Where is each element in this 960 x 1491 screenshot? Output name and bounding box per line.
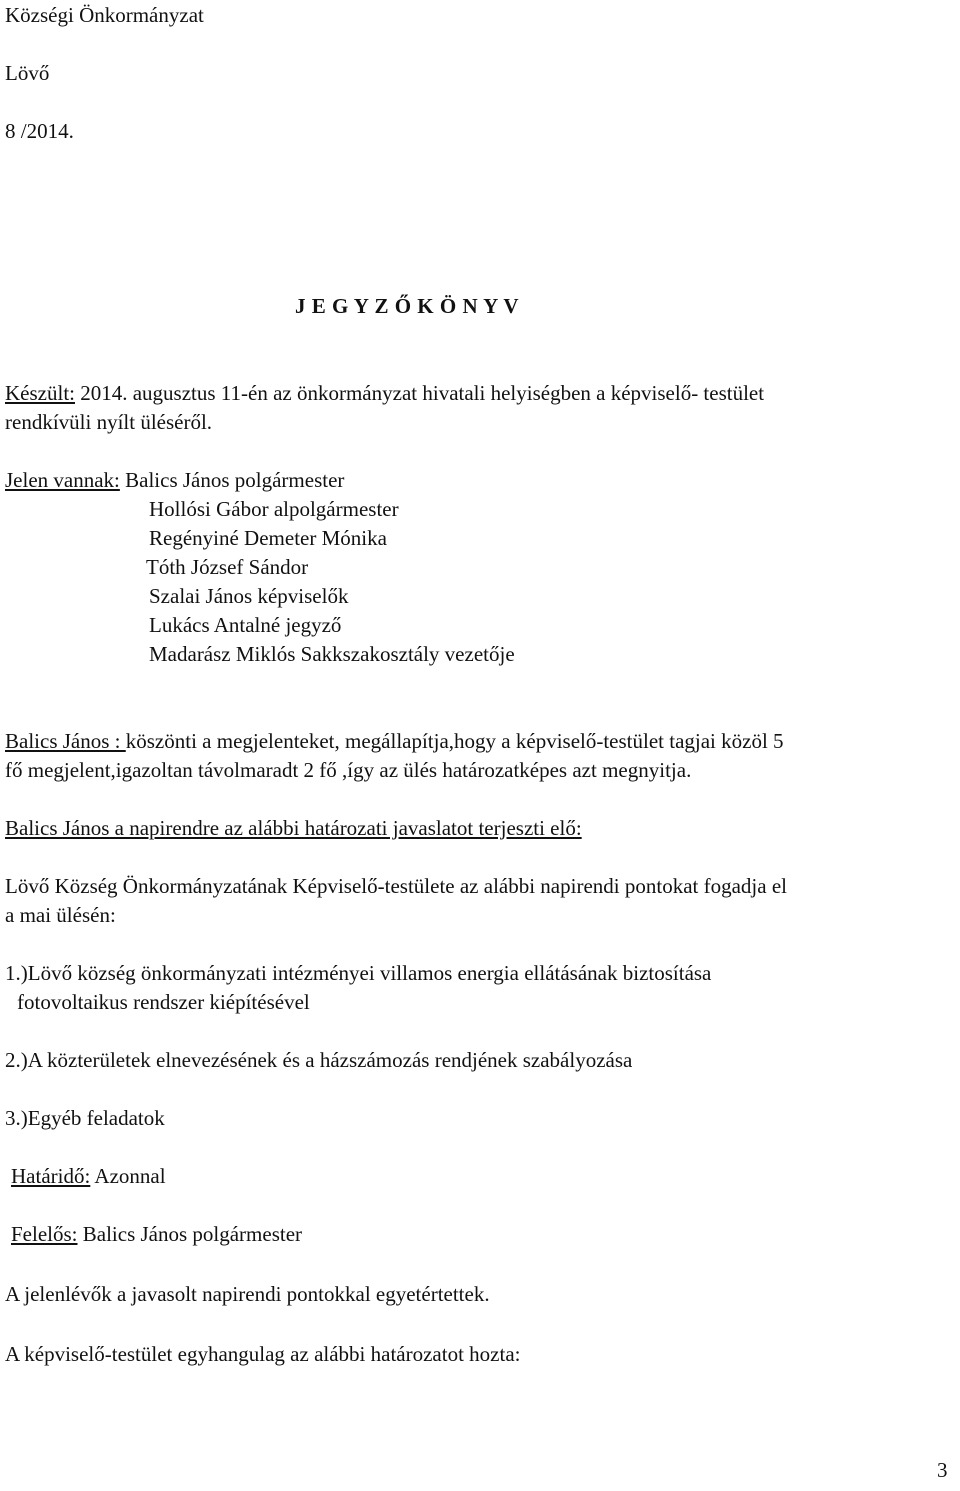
opening-text: köszönti a megjelenteket, megállapítja,hogy a képviselő-testület tagjai közöl 5 — [125, 729, 784, 753]
prepared-label: Készült: — [5, 381, 75, 405]
agreement-text: A jelenlévők a javasolt napirendi pontokkal egyetértettek. — [5, 1282, 490, 1306]
deadline-value: Azonnal — [90, 1164, 166, 1188]
place-name: Lövő — [5, 61, 50, 85]
authority-name: Községi Önkormányzat — [5, 3, 204, 27]
responsible-label: Felelős: — [11, 1222, 78, 1246]
opening-line-2: fő megjelent,igazoltan távolmaradt 2 fő ,így az ülés határozatképes azt megnyitja. — [5, 758, 692, 782]
present-member: Hollósi Gábor alpolgármester — [149, 497, 399, 521]
agenda-item-2: 2.)A közterületek elnevezésének és a házszámozás rendjének szabályozása — [5, 1048, 633, 1072]
resolution-line-2: a mai ülésén: — [5, 903, 116, 927]
present-first-line — [5, 466, 344, 495]
present-member: Lukács Antalné jegyző — [149, 613, 342, 637]
present-member: Szalai János képviselők — [149, 584, 349, 608]
reference-number: 8 /2014. — [5, 119, 74, 143]
agenda-item-3: 3.)Egyéb feladatok — [5, 1106, 165, 1130]
present-first: Balics János polgármester — [119, 468, 345, 492]
responsible-value: Balics János polgármester — [77, 1222, 303, 1246]
present-member: Madarász Miklós Sakkszakosztály vezetője — [149, 642, 515, 666]
prepared-text: 2014. augusztus 11-én az önkormányzat hivatali helyiségben a képviselő- testület — [74, 381, 765, 405]
decision-intro: A képviselő-testület egyhangulag az alábbi határozatot hozta: — [5, 1342, 521, 1366]
deadline-label: Határidő: — [11, 1164, 91, 1188]
document-title: J E G Y Z Ő K Ö N Y V — [295, 294, 520, 318]
agenda-item-1: 1.)Lövő község önkormányzati intézményei villamos energia ellátásának biztosítása — [5, 961, 712, 985]
agenda-item-1-continuation: fotovoltaikus rendszer kiépítésével — [17, 990, 310, 1014]
proposal-intro: Balics János a napirendre az alábbi határozati javaslatot terjeszti elő: — [5, 816, 582, 840]
resolution-line-1: Lövő Község Önkormányzatának Képviselő-testülete az alábbi napirendi pontokat fogadja el — [5, 874, 787, 898]
page-number: 3 — [937, 1458, 948, 1482]
present-member: Regényiné Demeter Mónika — [149, 526, 387, 550]
opening-line-1 — [5, 727, 784, 756]
present-member: Tóth József Sándor — [146, 555, 309, 579]
present-label: Jelen vannak: — [5, 468, 120, 492]
deadline-line — [11, 1162, 166, 1191]
prepared-line-2: rendkívüli nyílt üléséről. — [5, 410, 213, 434]
opening-speaker: Balics János : — [5, 729, 126, 753]
prepared-line-1 — [5, 379, 764, 408]
responsible-line — [11, 1220, 302, 1249]
